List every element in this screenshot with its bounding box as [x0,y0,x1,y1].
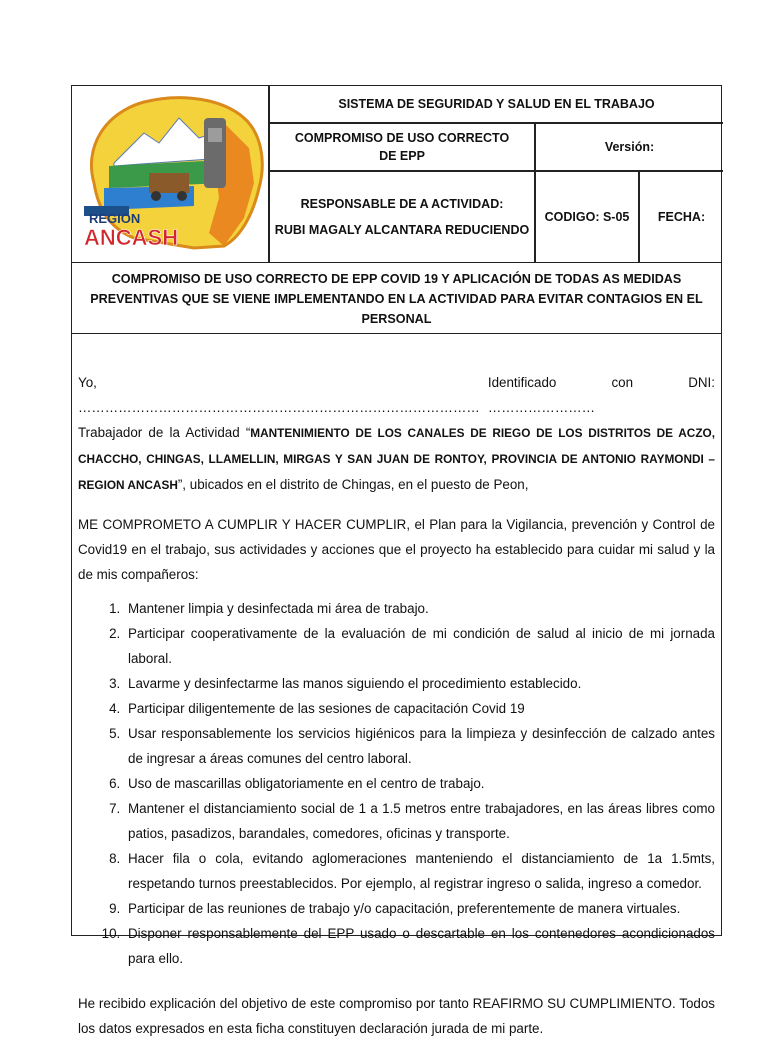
system-title: SISTEMA DE SEGURIDAD Y SALUD EN EL TRABAJO [338,97,655,111]
main-title: COMPROMISO DE USO CORRECTO DE EPP COVID 19 Y APLICACIÓN DE TODAS AS MEDIDAS PREVENTIVAS QUE SE VIENE IMPLEMENTANDO EN LA ACTIVIDAD PARA EVITAR CONTAGIOS EN EL PERSONAL [72,263,721,334]
list-item: 1. Mantener limpia y desinfectada mi área de trabajo. [124,596,715,621]
responsible-block [270,172,534,262]
logo-text-ancash: ANCASH [84,225,179,250]
activity-name: MANTENIMIENTO DE LOS CANALES DE RIEGO DE LOS DISTRITOS DE ACZO, CHACCHO, CHINGAS, LLAMELLIN, MIRGAS Y SAN JUAN DE RONTOY, PROVINCIA DE ANTONIO RAYMONDI – REGION ANCASH [78,426,715,492]
list-item: 6. Uso de mascarillas obligatoriamente en el centro de trabajo. [124,771,715,796]
commitment-paragraph: ME COMPROMETO A CUMPLIR Y HACER CUMPLIR, el Plan para la Vigilancia, prevención y Control de Covid19 en el trabajo, sus actividades y acciones que el proyecto ha establecido para cuidar mi salud y la de mis compañeros: [78,517,715,582]
intro-paragraph [78,370,715,498]
list-item: 3. Lavarme y desinfectarme las manos siguiendo el procedimiento establecido. [124,671,715,696]
activity-text [78,420,715,498]
responsible-label: RESPONSABLE DE A ACTIVIDAD: [300,197,504,211]
responsible-name: RUBI MAGALY ALCANTARA REDUCIENDO [274,223,530,237]
date-label: FECHA: [657,210,706,224]
document-title: COMPROMISO DE USO CORRECTO DE EPP [294,130,510,163]
code-label: CODIGO: S-05 [544,210,630,224]
list-item: 7. Mantener el distanciamiento social de 1 a 1.5 metros entre trabajadores, en las áreas libres como patios, pasadizos, barandales, comedores, oficinas y transporte. [124,796,715,846]
name-dni-line [78,370,715,420]
list-item: 5. Usar responsablemente los servicios higiénicos para la limpieza y desinfección de calzado antes de ingresar a áreas comunes del centro laboral. [124,721,715,771]
version-label: Versión: [604,139,655,154]
measures-list [78,596,715,971]
commitment-form [71,85,722,1036]
name-blank: Yo, ……………………………………………………………………………… [78,375,480,415]
dni-blank: Identificado con DNI: …………………… [487,375,715,415]
form-body [72,370,721,1041]
list-item: 4. Participar diligentemente de las sesiones de capacitación Covid 19 [124,696,715,721]
list-item: 10. Disponer responsablemente del EPP usado o descartable en los contenedores acondicionados para ello. [124,921,715,971]
list-item: 9. Participar de las reuniones de trabajo y/o capacitación, preferentemente de manera virtuales. [124,896,715,921]
list-item: 2. Participar cooperativamente de la evaluación de mi condición de salud al inicio de mi jornada laboral. [124,621,715,671]
list-item: 8. Hacer fila o cola, evitando aglomeraciones manteniendo el distanciamiento de 1a 1.5mts, respetando turnos preestablecidos. Por ejemplo, al registrar ingreso o salida, ingreso a comedor. [124,846,715,896]
closing-paragraph: He recibido explicación del objetivo de este compromiso por tanto REAFIRMO SU CUMPLIMIENTO. Todos los datos expresados en esta ficha constituyen declaración jurada de mi parte. [78,996,715,1036]
form-header [72,86,721,263]
logo-text-region: REGION [89,211,141,226]
worker-suffix: ”, ubicados en el distrito de Chingas, en el puesto de Peon, [177,477,529,492]
region-ancash-logo-icon [74,88,268,258]
worker-prefix: Trabajador de la Actividad “ [78,425,251,440]
